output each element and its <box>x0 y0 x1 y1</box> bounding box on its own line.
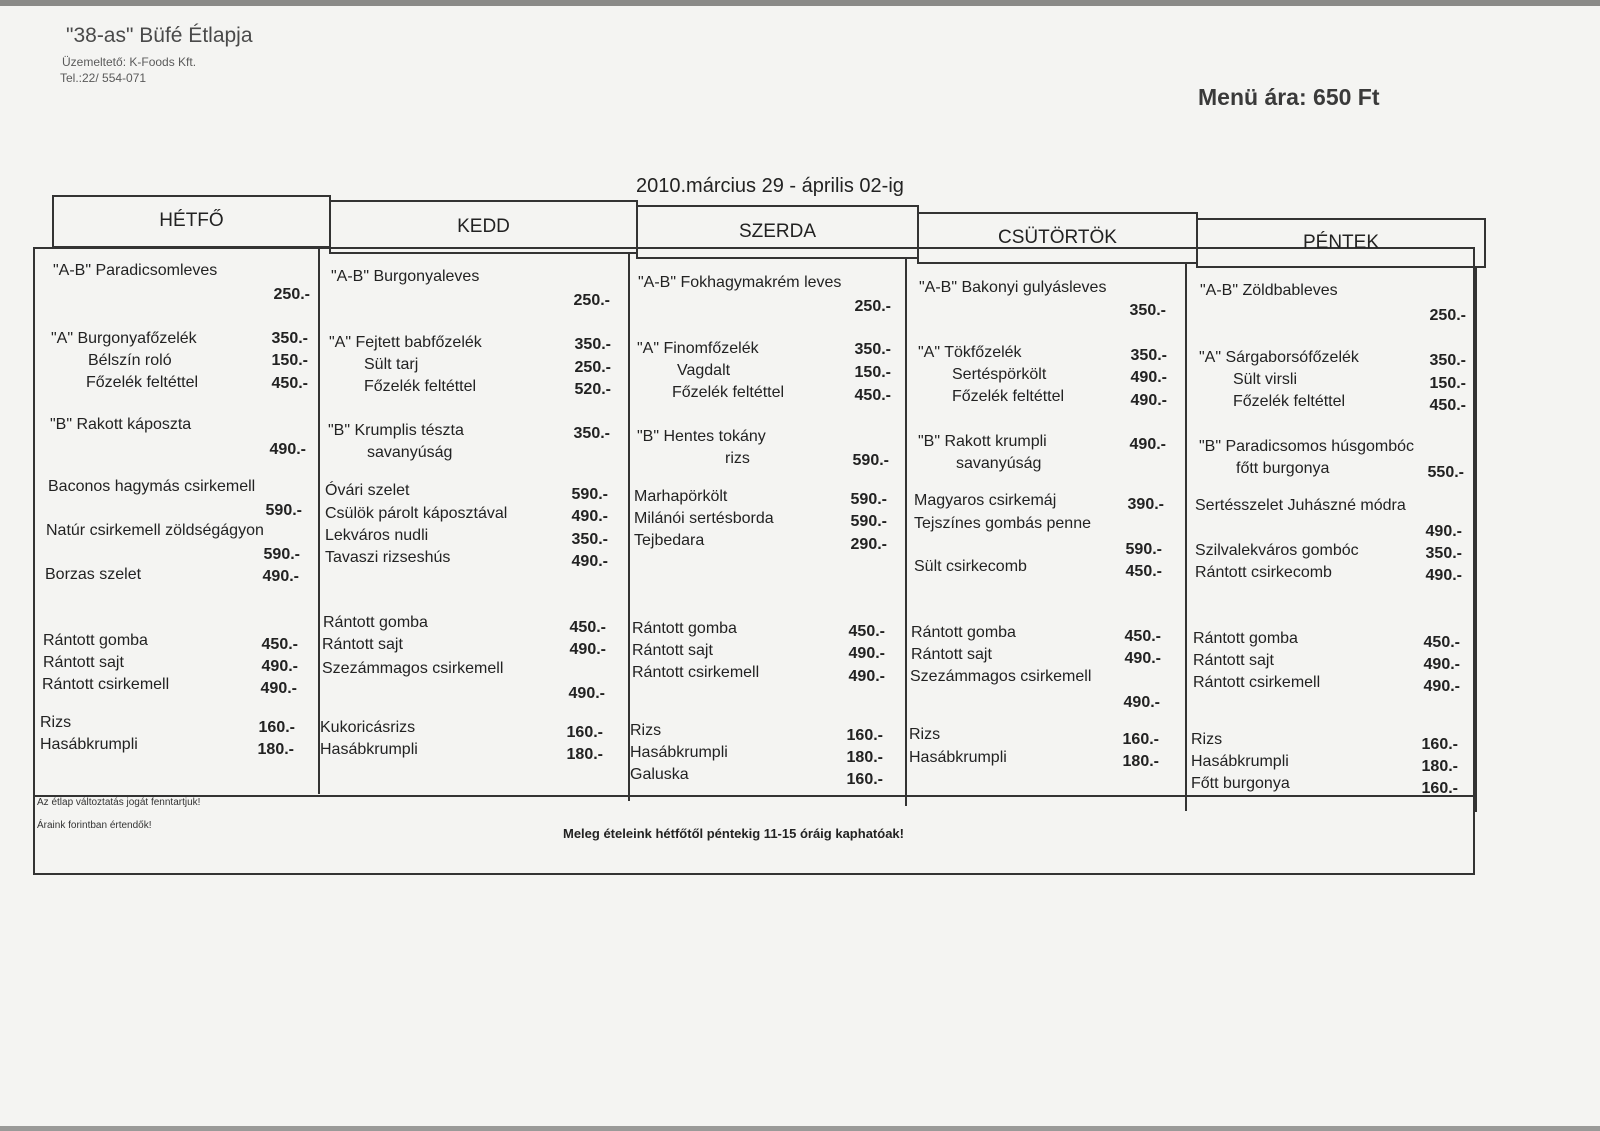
menu-price-value: 490.- <box>1425 523 1462 540</box>
menu-item: Sült virsli <box>1233 371 1298 388</box>
menu-price-value: 490.- <box>1123 694 1160 711</box>
menu-price-value: 450.- <box>848 623 885 640</box>
menu-price-value: 350.- <box>1429 352 1466 369</box>
menu-price-value: 160.- <box>1122 731 1159 748</box>
menu-item: Hasábkrumpli <box>1191 753 1289 770</box>
menu-item: Rántott csirkecomb <box>1195 564 1332 581</box>
menu-item: Rántott gomba <box>323 614 428 631</box>
column-divider <box>628 253 630 801</box>
menu-item: Szezámmagos csirkemell <box>910 668 1092 685</box>
menu-item: Rizs <box>40 714 72 731</box>
menu-item: Rántott sajt <box>911 646 992 663</box>
menu-item: Rántott sajt <box>1193 652 1274 669</box>
menu-title: "38-as" Büfé Étlapja <box>66 24 253 47</box>
menu-price-value: 590.- <box>852 452 889 469</box>
menu-price-value: 490.- <box>1130 369 1167 386</box>
currency-note: Áraink forintban értendők! <box>37 820 152 831</box>
menu-price-value: 350.- <box>1129 302 1166 319</box>
menu-price-value: 350.- <box>571 531 608 548</box>
menu-price-value: 250.- <box>1429 307 1466 324</box>
menu-item: savanyúság <box>367 444 453 461</box>
day-name-hetfo: HÉTFŐ <box>159 210 224 231</box>
menu-price-value: 180.- <box>1122 753 1159 770</box>
menu-item: "A-B" Paradicsomleves <box>53 262 218 279</box>
menu-item: Sült tarj <box>364 356 419 373</box>
menu-price-value: 490.- <box>1425 567 1462 584</box>
menu-item: Főzelék feltéttel <box>364 378 477 395</box>
menu-item: Natúr csirkemell zöldségágyon <box>46 522 264 539</box>
day-name-kedd: KEDD <box>457 216 510 237</box>
menu-price-value: 160.- <box>1421 780 1458 797</box>
menu-price-value: 490.- <box>269 441 306 458</box>
menu-price-value: 150.- <box>854 364 891 381</box>
menu-price-value: 490.- <box>848 668 885 685</box>
menu-price: Menü ára: 650 Ft <box>1198 84 1380 110</box>
menu-item: Főzelék feltéttel <box>672 384 785 401</box>
menu-item: Rántott sajt <box>322 636 403 653</box>
menu-item: "B" Paradicsomos húsgombóc <box>1199 438 1415 455</box>
menu-item: "A" Sárgaborsófőzelék <box>1199 349 1359 366</box>
menu-price-value: 590.- <box>263 546 300 563</box>
menu-price-value: 450.- <box>1423 634 1460 651</box>
menu-price-value: 550.- <box>1427 464 1464 481</box>
menu-item: Rántott sajt <box>43 654 124 671</box>
menu-item: Milánói sertésborda <box>634 510 774 527</box>
menu-item: Hasábkrumpli <box>40 736 138 753</box>
menu-price-value: 180.- <box>257 741 294 758</box>
menu-price-value: 450.- <box>569 619 606 636</box>
menu-price-value: 490.- <box>1423 678 1460 695</box>
hours-notice: Meleg ételeink hétfőtől péntekig 11-15 óráig kaphatóak! <box>563 826 904 841</box>
menu-price-value: 160.- <box>846 771 883 788</box>
menu-item: "B" Rakott káposzta <box>50 416 192 433</box>
menu-price-value: 390.- <box>1127 496 1164 513</box>
menu-price-value: 490.- <box>262 568 299 585</box>
menu-price-value: 180.- <box>1421 758 1458 775</box>
menu-price-value: 180.- <box>846 749 883 766</box>
menu-item: "A-B" Burgonyaleves <box>331 268 480 285</box>
menu-item: Tejszínes gombás penne <box>914 515 1091 532</box>
menu-price-value: 490.- <box>261 658 298 675</box>
menu-item: főtt burgonya <box>1236 460 1330 477</box>
menu-price-value: 350.- <box>1425 545 1462 562</box>
menu-price-value: 150.- <box>1429 375 1466 392</box>
menu-price-value: 350.- <box>854 341 891 358</box>
day-name-szerda: SZERDA <box>738 221 817 242</box>
menu-item: Óvári szelet <box>325 482 410 499</box>
menu-price-value: 590.- <box>1125 541 1162 558</box>
menu-item: Rántott gomba <box>43 632 148 649</box>
menu-item: "A" Fejtett babfőzelék <box>329 334 482 351</box>
menu-item: Főzelék feltéttel <box>952 388 1065 405</box>
menu-price-value: 350.- <box>573 425 610 442</box>
menu-item: Szilvalekváros gombóc <box>1195 542 1359 559</box>
menu-price-value: 520.- <box>574 381 611 398</box>
menu-item: Sertésszelet Juhászné módra <box>1195 497 1406 514</box>
menu-item: "A-B" Bakonyi gulyásleves <box>919 279 1107 296</box>
menu-price-value: 350.- <box>271 330 308 347</box>
menu-item: "A" Finomfőzelék <box>637 340 759 357</box>
change-rights-note: Az étlap változtatás jogát fenntartjuk! <box>37 797 201 808</box>
menu-price-value: 490.- <box>568 685 605 702</box>
menu-price-value: 290.- <box>850 536 887 553</box>
menu-item: "A-B" Fokhagymakrém leves <box>638 274 842 291</box>
menu-price-value: 450.- <box>1125 563 1162 580</box>
menu-item: Rántott sajt <box>632 642 713 659</box>
menu-price-value: 490.- <box>1124 650 1161 667</box>
day-name-pentek: PÉNTEK <box>1302 232 1380 253</box>
menu-item: Rántott gomba <box>911 624 1016 641</box>
column-divider <box>905 258 907 806</box>
menu-price-value: 160.- <box>566 724 603 741</box>
menu-price-value: 590.- <box>571 486 608 503</box>
menu-item: "B" Rakott krumpli <box>918 433 1047 450</box>
menu-price-value: 350.- <box>574 336 611 353</box>
menu-item: "A" Burgonyafőzelék <box>51 330 197 347</box>
menu-item: Galuska <box>630 766 689 783</box>
menu-price-value: 490.- <box>569 641 606 658</box>
menu-price-value: 250.- <box>273 286 310 303</box>
operator-line: Üzemeltető: K-Foods Kft. <box>62 55 197 69</box>
menu-price-value: 490.- <box>1423 656 1460 673</box>
menu-item: Baconos hagymás csirkemell <box>48 478 256 495</box>
menu-item: Rizs <box>1191 731 1223 748</box>
menu-item: Tejbedara <box>634 532 705 549</box>
menu-item: Rántott csirkemell <box>42 676 170 693</box>
menu-item: Marhapörkölt <box>634 488 728 505</box>
menu-item: Főtt burgonya <box>1191 775 1290 792</box>
menu-price-value: 590.- <box>265 502 302 519</box>
menu-item: Rántott csirkemell <box>632 664 760 681</box>
footer-divider <box>33 795 1475 797</box>
menu-item: Rizs <box>909 726 941 743</box>
menu-price-value: 490.- <box>571 553 608 570</box>
menu-item: savanyúság <box>956 455 1042 472</box>
day-name-csutortok: CSÜTÖRTÖK <box>998 227 1117 248</box>
column-divider <box>1185 263 1187 811</box>
menu-price-value: 490.- <box>571 508 608 525</box>
menu-item: Csülök párolt káposztával <box>325 505 508 522</box>
menu-item: Hasábkrumpli <box>909 749 1007 766</box>
column-divider <box>318 246 320 794</box>
menu-item: Rántott gomba <box>1193 630 1298 647</box>
menu-item: Magyaros csirkemáj <box>914 492 1057 509</box>
menu-item: Vagdalt <box>677 362 731 379</box>
menu-price-value: 450.- <box>1124 628 1161 645</box>
menu-item: "B" Krumplis tészta <box>328 422 464 439</box>
menu-item: "A-B" Zöldbableves <box>1200 282 1338 299</box>
menu-item: Bélszín roló <box>88 352 172 369</box>
menu-item: "B" Hentes tokány <box>637 428 766 445</box>
menu-item: Hasábkrumpli <box>630 744 728 761</box>
menu-item: Sült csirkecomb <box>914 558 1027 575</box>
menu-price-value: 160.- <box>258 719 295 736</box>
menu-price-value: 450.- <box>1429 397 1466 414</box>
menu-price-value: 150.- <box>271 352 308 369</box>
menu-price-value: 250.- <box>573 292 610 309</box>
menu-price-value: 350.- <box>1130 347 1167 364</box>
menu-price-value: 490.- <box>260 680 297 697</box>
menu-price-value: 490.- <box>1130 392 1167 409</box>
menu-item: "A" Tökfőzelék <box>918 344 1022 361</box>
menu-item: Szezámmagos csirkemell <box>322 660 504 677</box>
scan-top-edge <box>0 0 1600 6</box>
menu-item: Kukoricásrizs <box>320 719 416 736</box>
menu-item: Tavaszi rizseshús <box>325 549 451 566</box>
menu-item: Főzelék feltéttel <box>86 374 199 391</box>
menu-price-value: 490.- <box>848 645 885 662</box>
menu-price-value: 160.- <box>846 727 883 744</box>
menu-item: Lekváros nudli <box>325 527 429 544</box>
menu-price-value: 160.- <box>1421 736 1458 753</box>
menu-price-value: 180.- <box>566 746 603 763</box>
menu-item: Hasábkrumpli <box>320 741 418 758</box>
menu-item: Rántott csirkemell <box>1193 674 1321 691</box>
period-heading: 2010.március 29 - április 02-ig <box>636 175 904 197</box>
menu-price-value: 250.- <box>574 359 611 376</box>
phone-line: Tel.:22/ 554-071 <box>60 71 147 85</box>
menu-price-value: 490.- <box>1129 436 1166 453</box>
scan-bottom-edge <box>0 1126 1600 1131</box>
menu-price-value: 450.- <box>261 636 298 653</box>
menu-item: rizs <box>725 450 750 467</box>
menu-price-value: 450.- <box>854 387 891 404</box>
menu-price-value: 250.- <box>854 298 891 315</box>
column-divider <box>1475 266 1477 812</box>
menu-price-value: 590.- <box>850 513 887 530</box>
menu-item: Rántott gomba <box>632 620 737 637</box>
menu-price-value: 450.- <box>271 375 308 392</box>
menu-item: Rizs <box>630 722 662 739</box>
menu-price-value: 590.- <box>850 491 887 508</box>
menu-item: Főzelék feltéttel <box>1233 393 1346 410</box>
menu-item: Sertéspörkölt <box>952 366 1047 383</box>
menu-item: Borzas szelet <box>45 566 142 583</box>
